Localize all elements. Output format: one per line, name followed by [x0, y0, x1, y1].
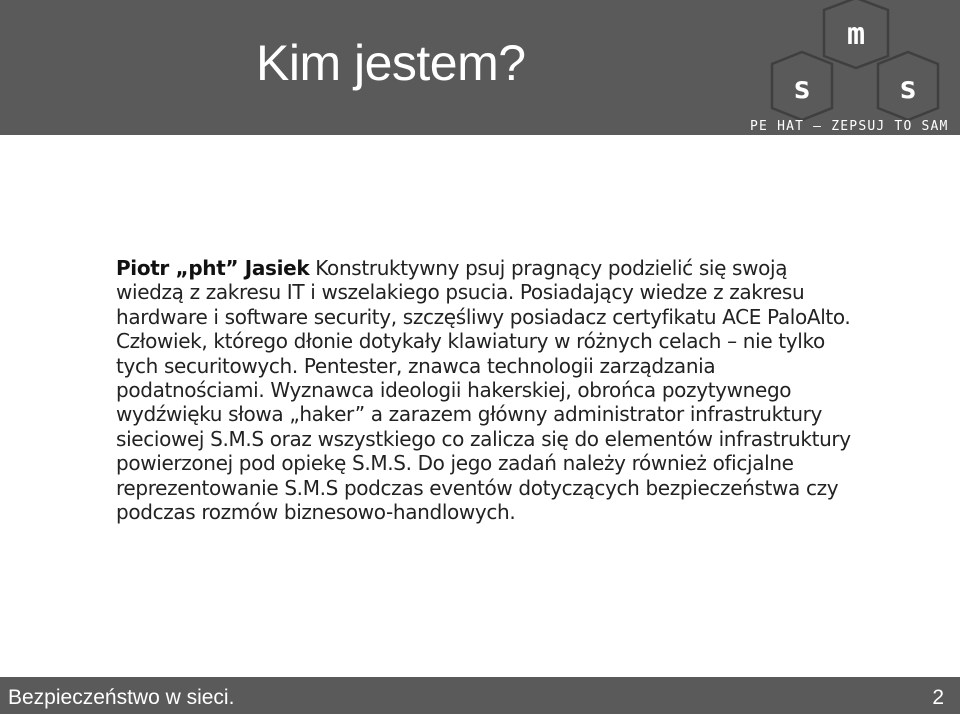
author-name: Piotr „pht” Jasiek: [116, 256, 310, 280]
slide-title: Kim jestem?: [256, 35, 526, 91]
footer-title: Bezpieczeństwo w sieci.: [8, 686, 235, 709]
logo-tagline: PE HAT – ZEPSUJ TO SAM: [750, 120, 949, 133]
logo-letter-s-right: s: [898, 71, 918, 106]
sms-logo: [760, 0, 960, 135]
header-bar: [0, 0, 960, 135]
bio-paragraph: [116, 256, 856, 524]
slide-number: 2: [932, 686, 944, 709]
logo-letter-m: m: [846, 17, 866, 52]
logo-letter-s-left: s: [792, 71, 812, 106]
footer-bar: [0, 677, 960, 714]
bio-text: Konstruktywny psuj pragnący podzielić się swoją wiedzą z zakresu IT i wszelakiego psucia. Posiadający wiedze z zakresu hardware i software security, szczęśliwy posiadacz certyfikatu ACE PaloAlto. Człowiek, którego dłonie dotykały klawiatury w różnych celach – nie tylko tych securitowych. Pentester, znawca technologii zarządzania podatnościami. Wyznawca ideologii hakerskiej, obrońca pozytywnego wydźwięku słowa „haker” a zarazem główny administrator infrastruktury sieciowej S.M.S oraz wszystkiego co zalicza się do elementów infrastruktury powierzonej pod opiekę S.M.S. Do jego zadań należy również oficjalne reprezentowanie S.M.S podczas eventów dotyczących bezpieczeństwa czy podczas rozmów biznesowo-handlowych.: [116, 256, 851, 525]
